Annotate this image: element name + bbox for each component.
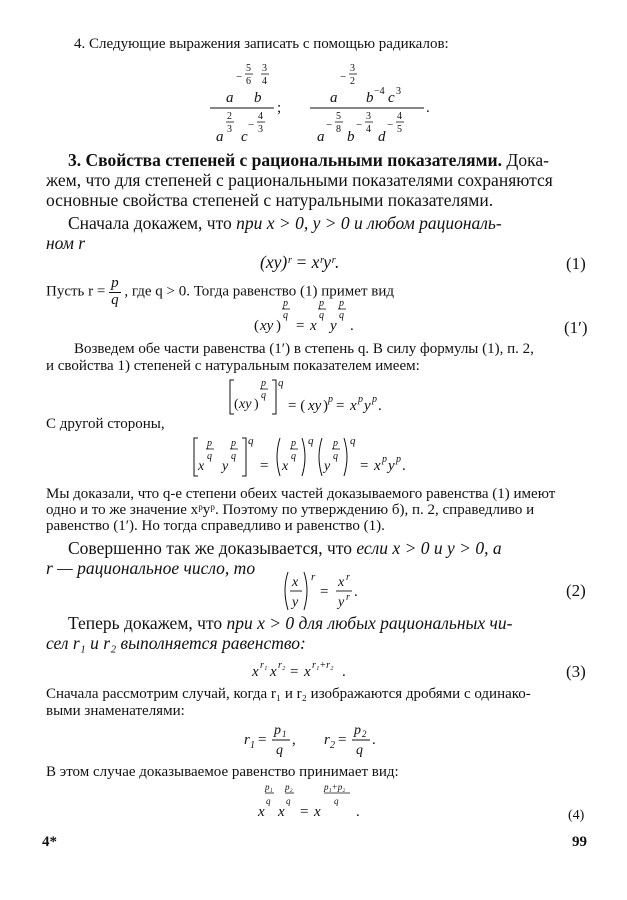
task-4-expressions (200, 58, 440, 146)
svg-text:,: , (292, 732, 296, 748)
equation-bracket-2 (190, 432, 430, 480)
svg-text:q: q (291, 451, 296, 462)
proved-line-3: равенство (1′). Но тогда справедливо и равенство (1). (46, 518, 385, 534)
svg-text:x: x (270, 664, 277, 680)
svg-text:r₁+r₂: r₁+r₂ (312, 660, 334, 671)
svg-text:r: r (324, 732, 330, 748)
svg-text:2: 2 (227, 111, 232, 122)
svg-text:x: x (374, 458, 381, 474)
svg-text:=: = (290, 664, 299, 680)
equation-1-number: (1) (566, 254, 586, 273)
svg-text:p: p (291, 438, 296, 449)
svg-text:q: q (231, 451, 236, 462)
p1-line-1-b: при x > 0, y > 0 и любом рациональ- (236, 213, 502, 233)
svg-text:b: b (366, 90, 374, 106)
svg-text:r: r (311, 571, 316, 583)
first-line-1: Сначала рассмотрим случай, когда r₁ и r₂ изображаются дробями с одинако- (46, 686, 531, 702)
svg-text:q: q (339, 310, 344, 321)
svg-text:q: q (283, 310, 288, 321)
p1-line-1-a: Сначала докажем, что (68, 213, 232, 233)
svg-text:): ) (254, 397, 259, 412)
svg-text:−4: −4 (374, 86, 385, 97)
svg-text:q: q (356, 743, 363, 758)
svg-text:=: = (320, 584, 329, 600)
svg-text:3: 3 (366, 111, 371, 122)
equation-3-number: (3) (566, 662, 586, 681)
equation-2 (280, 568, 370, 614)
svg-text:r₂: r₂ (278, 660, 286, 671)
svg-text:q: q (276, 743, 283, 758)
svg-text:p: p (354, 723, 361, 738)
svg-text:2: 2 (362, 729, 367, 739)
svg-text:q: q (334, 796, 339, 806)
svg-text:p: p (372, 394, 377, 405)
svg-text:p: p (339, 298, 344, 309)
svg-text:d: d (378, 129, 386, 145)
svg-text:p: p (382, 454, 387, 465)
let-r-b: , где q > 0. Тогда равенство (1) примет вид (124, 283, 394, 300)
p1-line-1 (68, 213, 502, 234)
svg-text:x: x (278, 804, 285, 820)
p1-line-2: ном r (46, 233, 86, 253)
svg-text:=: = (296, 318, 305, 334)
svg-text:.: . (426, 100, 430, 116)
svg-text:1: 1 (282, 729, 287, 739)
now-line-1 (68, 613, 512, 634)
svg-text:x: x (292, 575, 299, 590)
svg-text:q: q (286, 796, 291, 806)
svg-text:c: c (241, 129, 248, 145)
svg-text:xy: xy (260, 318, 274, 334)
svg-text:q: q (266, 796, 271, 806)
svg-text:p: p (333, 438, 338, 449)
svg-text:p: p (274, 723, 281, 738)
r1-r2-definitions (240, 718, 400, 760)
svg-text:−: − (326, 119, 333, 131)
svg-text:y: y (292, 595, 299, 610)
section-heading: 3. Свойства степеней с рациональными показателями. (68, 150, 503, 170)
svg-text:.: . (372, 732, 376, 748)
svg-text:;: ; (277, 100, 282, 116)
same-line-1 (68, 538, 502, 559)
same-line-1-b: если x > 0 и y > 0, а (356, 538, 502, 558)
svg-text:b: b (347, 129, 355, 145)
svg-text:−: − (236, 71, 243, 83)
svg-text:.: . (342, 664, 346, 680)
svg-text:p: p (261, 378, 266, 389)
let-r-a: Пусть r = (46, 283, 106, 300)
same-line-2: r — рациональное число, то (46, 558, 256, 578)
svg-text:x: x (314, 804, 321, 820)
task-4-text: 4. Следующие выражения записать с помощью радикалов: (74, 36, 449, 52)
svg-text:=: = (338, 732, 347, 748)
svg-text:=: = (336, 398, 345, 414)
svg-text:y: y (330, 318, 337, 334)
svg-text:q: q (248, 435, 254, 447)
svg-text:p: p (319, 298, 324, 309)
svg-text:3: 3 (396, 86, 401, 97)
svg-text:5: 5 (246, 63, 251, 74)
svg-text:a: a (330, 90, 338, 106)
svg-text:.: . (354, 584, 358, 600)
equation-1-prime (250, 296, 380, 336)
svg-text:5: 5 (336, 111, 341, 122)
svg-text:.: . (350, 318, 354, 334)
svg-text:3: 3 (227, 124, 232, 135)
svg-text:q: q (308, 435, 314, 447)
svg-text:−: − (340, 71, 347, 83)
svg-text:4: 4 (397, 111, 402, 122)
now-line-1-b: при x > 0 для любых рациональных чи- (226, 613, 513, 633)
svg-text:xy: xy (308, 398, 322, 414)
now-line-2: сел r₁ и r₂ выполняется равенство: (46, 633, 306, 653)
svg-text:y: y (222, 459, 229, 474)
equation-4-number: (4) (568, 808, 585, 823)
same-line-1-a: Совершенно так же доказывается, что (68, 538, 352, 558)
svg-text:r: r (346, 592, 350, 603)
proved-line-2: одно и то же значение xᵖyᵖ. Поэтому по утверждению б), п. 2, справедливо и (46, 502, 535, 518)
equation-2-number: (2) (566, 581, 586, 600)
svg-text:2: 2 (330, 740, 335, 751)
equation-1-prime-number: (1′) (564, 318, 588, 337)
svg-text:q: q (261, 390, 266, 401)
svg-text:a: a (226, 90, 234, 106)
svg-text:x: x (198, 459, 205, 474)
svg-text:p: p (283, 298, 288, 309)
svg-text:x: x (304, 664, 311, 680)
svg-text:3: 3 (350, 63, 355, 74)
equation-1: (xy)ʳ = xʳyʳ. (260, 252, 340, 272)
svg-text:p: p (396, 454, 401, 465)
svg-text:5: 5 (397, 124, 402, 135)
svg-text:.: . (402, 458, 406, 474)
svg-text:p: p (207, 438, 212, 449)
in-case-line: В этом случае доказываемое равенство принимает вид: (46, 764, 399, 780)
svg-text:p₂: p₂ (285, 782, 293, 792)
svg-text:=: = (260, 458, 269, 474)
svg-text:c: c (388, 90, 395, 106)
equation-4 (250, 778, 380, 822)
svg-text:a: a (317, 129, 325, 145)
svg-text:2: 2 (350, 76, 355, 87)
svg-text:=: = (360, 458, 369, 474)
svg-text:.: . (378, 398, 382, 414)
svg-text:x: x (310, 318, 317, 334)
p-over-q: $\frac{p}{q}$ (111, 275, 119, 308)
svg-text:): ) (276, 318, 281, 334)
equation-bracket-1 (226, 374, 406, 418)
other-side: С другой стороны, (46, 416, 165, 432)
svg-text:8: 8 (336, 124, 341, 135)
svg-text:= (: = ( (288, 398, 306, 414)
svg-text:4: 4 (262, 76, 267, 87)
svg-text:q: q (333, 451, 338, 462)
svg-text:−: − (387, 119, 394, 131)
svg-text:−: − (248, 119, 255, 131)
svg-text:y: y (364, 398, 371, 414)
svg-text:): ) (323, 398, 328, 414)
raise-line-2: и свойства 1) степеней с натуральным показателем имеем: (46, 358, 420, 374)
svg-text:x: x (350, 398, 357, 414)
svg-text:1: 1 (250, 740, 255, 751)
proved-line-1: Мы доказали, что q-е степени обеих частей доказываемого равенства (1) имеют (46, 486, 556, 502)
svg-text:(: ( (234, 397, 239, 412)
intro-line-3: основные свойства степеней с натуральными показателями. (46, 190, 494, 210)
svg-text:p: p (231, 438, 236, 449)
svg-text:y: y (388, 458, 395, 474)
svg-text:y: y (324, 459, 331, 474)
svg-text:y: y (338, 595, 345, 610)
svg-text:q: q (319, 310, 324, 321)
svg-text:x: x (282, 459, 289, 474)
svg-text:p₁+p₂: p₁+p₂ (324, 782, 346, 792)
svg-text:6: 6 (246, 76, 251, 87)
svg-text:b: b (254, 90, 262, 106)
svg-text:x: x (258, 804, 265, 820)
section-heading-line (68, 150, 549, 171)
svg-text:4: 4 (258, 111, 263, 122)
svg-text:q: q (350, 435, 356, 447)
svg-text:r: r (346, 572, 350, 583)
svg-text:q: q (278, 377, 284, 389)
svg-text:p: p (358, 394, 363, 405)
svg-text:3: 3 (258, 124, 263, 135)
raise-line-1: Возведем обе части равенства (1′) в степень q. В силу формулы (1), п. 2, (74, 341, 534, 357)
svg-text:−: − (356, 119, 363, 131)
now-line-1-a: Теперь докажем, что (68, 613, 223, 633)
svg-text:a: a (216, 129, 224, 145)
svg-text:r: r (244, 732, 250, 748)
svg-text:3: 3 (262, 63, 267, 74)
equation-3 (248, 656, 368, 682)
first-line-2: выми знаменателями: (46, 703, 185, 719)
svg-text:xy: xy (239, 397, 252, 412)
svg-text:x: x (338, 575, 345, 590)
svg-text:4: 4 (366, 124, 371, 135)
svg-text:=: = (258, 732, 267, 748)
svg-text:.: . (356, 804, 360, 820)
svg-text:p: p (328, 394, 333, 405)
svg-text:x: x (252, 664, 259, 680)
intro-line-2: жем, что для степеней с рациональными показателями сохраняются (46, 170, 553, 190)
page-number: 99 (572, 834, 587, 850)
svg-text:(: ( (254, 318, 259, 334)
svg-text:r₁: r₁ (260, 660, 268, 671)
section-intro-start: Дока- (506, 150, 549, 170)
svg-text:q: q (207, 451, 212, 462)
footer-left: 4* (42, 834, 57, 850)
svg-text:p₁: p₁ (265, 782, 273, 792)
svg-text:=: = (300, 804, 309, 820)
